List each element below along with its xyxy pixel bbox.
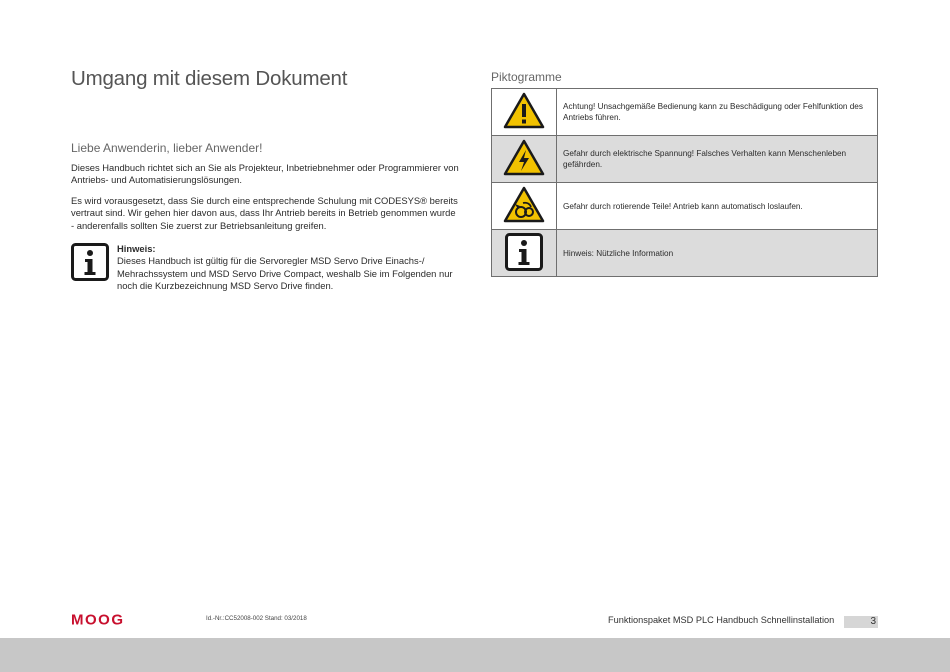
rotating-parts-icon: [492, 183, 557, 230]
note-box: [117, 243, 462, 293]
pictogram-row: [492, 89, 878, 136]
pictogram-text: Achtung! Unsachgemäße Bedienung kann zu Beschädigung oder Fehlfunktion des Antriebs führen.: [557, 89, 878, 136]
info-icon: [71, 243, 109, 281]
prerequisite-paragraph: Es wird vorausgesetzt, dass Sie durch eine entsprechende Schulung mit CODESYS® bereits vertraut sind. Wir gehen hier davon aus, dass Ihr Antrieb bereits in Betrieb genommen wurde - anderenfalls sollten Sie zuerst zur Betriebsanleitung greifen.: [71, 195, 458, 231]
pictogram-text: Gefahr durch rotierende Teile! Antrieb kann automatisch loslaufen.: [557, 183, 878, 230]
note-text: Dieses Handbuch ist gültig für die Servoregler MSD Servo Drive Einachs-/ Mehrachssystem und MSD Servo Drive Compact, weshalb Sie im Folgenden nur noch die Kurzbezeichnung MSD Servo Drive finden.: [117, 255, 453, 292]
pictogram-text: Hinweis: Nützliche Information: [557, 230, 878, 277]
footer-bar: [0, 638, 950, 672]
warning-exclamation-icon: [492, 89, 557, 136]
info-icon: [492, 230, 557, 277]
greeting-heading: Liebe Anwenderin, lieber Anwender!: [71, 141, 263, 155]
intro-paragraph: Dieses Handbuch richtet sich an Sie als Projekteur, Inbetriebnehmer oder Programmierer von Antriebs- und Automatisierungslösungen.: [71, 162, 459, 186]
pictogram-row: [492, 230, 878, 277]
pictogram-row: [492, 136, 878, 183]
note-heading: Hinweis:: [117, 243, 156, 254]
document-id: Id.-Nr.:CC52008-002 Stand: 03/2018: [206, 615, 307, 622]
logo-text: MOOG: [71, 612, 125, 626]
pictogram-text: Gefahr durch elektrische Spannung! Falsches Verhalten kann Menschenleben gefährden.: [557, 136, 878, 183]
pictogram-row: [492, 183, 878, 230]
pictograms-heading: Piktogramme: [491, 70, 562, 84]
moog-logo: [71, 612, 155, 631]
pictogram-table: [491, 88, 878, 277]
document-title: Funktionspaket MSD PLC Handbuch Schnellinstallation: [608, 615, 835, 625]
page-title: Umgang mit diesem Dokument: [71, 67, 348, 90]
electric-shock-icon: [492, 136, 557, 183]
page-number: 3: [844, 616, 878, 628]
